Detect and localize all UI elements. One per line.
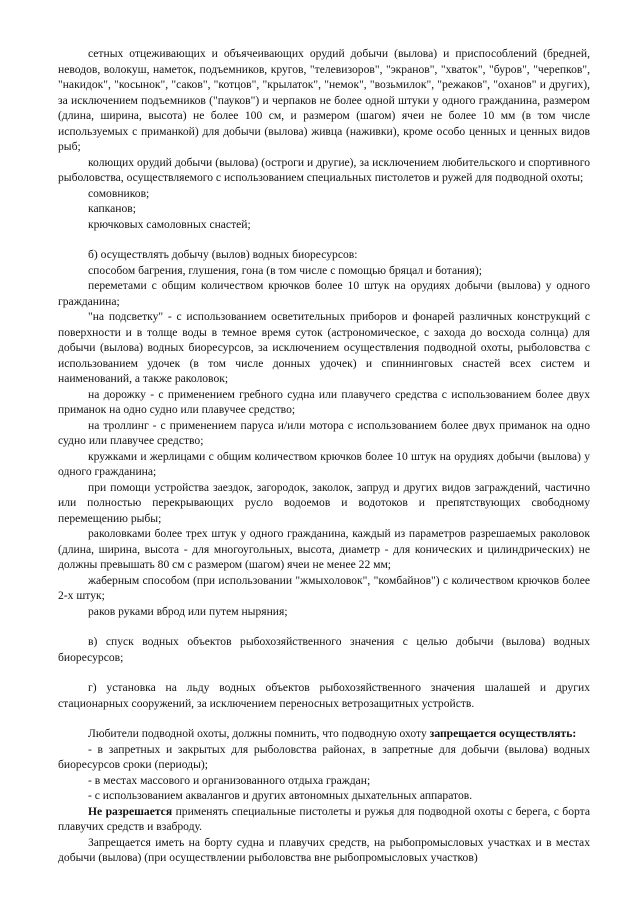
- paragraph-crayfish-traps: раколовками более трех штук у одного гражданина, каждый из параметров разрешаемых раколовок (длина, ширина, высота - для многоугольных, высота, диаметр - для конических и цилиндрических) не должны превышать 80 см с размером (шагом) ячеи не менее 22 мм;: [58, 527, 590, 571]
- paragraph-not-allowed: [58, 804, 590, 835]
- paragraph-crayfish-hands: раков руками вброд или путем ныряния;: [88, 604, 288, 618]
- document-body: [58, 46, 590, 866]
- section-b-heading: б) осуществлять добычу (вылов) водных биоресурсов:: [88, 248, 358, 261]
- not-allowed-emphasis: Не разрешается: [88, 804, 173, 818]
- paragraph-gill-method: жаберным способом (при использовании "жмыхоловок", "комбайнов") с количеством крючков более 2-х штук;: [58, 573, 590, 602]
- paragraph-night-lighting: "на подсветку" - с использованием осветительных приборов и фонарей различных конструкций с поверхности и в толще воды в темное время суток (астрономическое, с захода до восхода солнца) для добычи (вылова) водных биоресурсов, за исключением осуществления подводной охоты, рыболовства с использованием удочек (в том числе донных удочек) и спиннинговых снастей всех систем и наименований, а также раколовок;: [58, 310, 590, 385]
- paragraph-recreation-places: - в местах массового и организованного отдыха граждан;: [88, 773, 371, 787]
- paragraph-trotlines: переметами с общим количеством крючков более 10 штук на орудиях добычи (вылова) у одного гражданина;: [58, 279, 590, 308]
- paragraph-hook-snares: крючковых самоловных снастей;: [88, 217, 251, 231]
- paragraph-onboard-prohibition: Запрещается иметь на борту судна и плавучих средств, на рыбопромысловых участках и в местах добычи (вылова) (при осуществлении рыболовства вне рыбопромысловых участков): [58, 835, 590, 864]
- paragraph-net-gear: сетных отцеживающих и объячеивающих орудий добычи (вылова) и приспособлений (бредней, неводов, волокуш, наметок, подъемников, кругов, "телевизоров", "экранов", "хваток", "буров", "черепков", "накидок", "косынок", "саков", "котцов", "крылаток", "немок", "возьмилок", "режаков", "оханов" и других), за исключением подъемников ("пауков") и черпаков не более одной штуки у одного гражданина, размером (длина, ширина, высота) не более 100 см, и размером (шагом) ячеи не более 10 мм (в том числе используемых с приманкой) для добычи (вылова) живца (наживки), кроме особо ценных и ценных видов рыб;: [58, 47, 590, 153]
- paragraph-stabbing-gear: колющих орудий добычи (вылова) (остроги и другие), за исключением любительского и спортивного рыболовства, осуществляемого с использованием специальных пистолетов и ружей для подводной охоты;: [58, 155, 590, 184]
- section-g: г) установка на льду водных объектов рыбохозяйственного значения шалашей и других стационарных сооружений, за исключением переносных ветрозащитных устройств.: [58, 681, 590, 710]
- spearfishing-prohibited-emphasis: запрещается осуществлять:: [429, 727, 577, 740]
- paragraph-circles: кружками и жерлицами с общим количеством крючков более 10 штук на орудиях добычи (вылова) у одного гражданина;: [58, 449, 590, 478]
- paragraph-barriers: при помощи устройства заездок, загородок, заколок, запруд и других видов заграждений, частично или полностью перекрывающих русло водоемов и водотоков и препятствующих свободному перемещению рыбы;: [58, 480, 590, 525]
- paragraph-trolling-sail: на троллинг - с применением паруса и/или мотора с использованием более двух приманок на одно судно или плавучее средство;: [58, 418, 590, 447]
- not-allowed-text: применять специальные пистолеты и ружья для подводной охоты с берега, с борта плавучих средств и взаброду.: [58, 804, 590, 833]
- section-v: в) спуск водных объектов рыбохозяйственного значения с целью добычи (вылова) водных биоресурсов;: [58, 635, 590, 664]
- paragraph-gaffing: способом багрения, глушения, гона (в том числе с помощью бряцал и ботания);: [88, 263, 482, 277]
- paragraph-restricted-areas: - в запретных и закрытых для рыболовства районах, в запретные для добычи (вылова) водных биоресурсов сроки (периоды);: [58, 742, 590, 771]
- paragraph-trolling-rowing: на дорожку - с применением гребного судна или плавучего средства с использованием более двух приманок на одно судно или плавучее средство;: [58, 387, 590, 416]
- paragraph-scuba: - с использованием аквалангов и других автономных дыхательных аппаратов.: [88, 789, 473, 802]
- paragraph-somovniki: сомовников;: [88, 186, 150, 200]
- paragraph-traps: капканов;: [88, 202, 136, 215]
- paragraph-spearfishing-intro: [58, 726, 590, 742]
- spearfishing-intro-text: Любители подводной охоты, должны помнить, что подводную охоту: [88, 727, 427, 740]
